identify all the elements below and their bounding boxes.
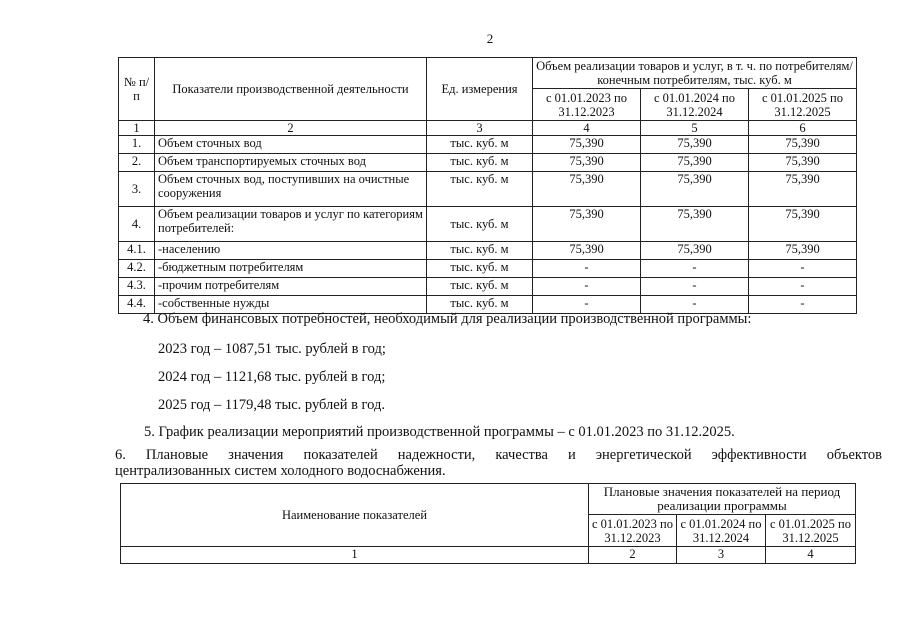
row-unit: тыс. куб. м bbox=[427, 242, 533, 260]
row-num: 4.1. bbox=[119, 242, 155, 260]
row-value: - bbox=[749, 260, 857, 278]
table-row bbox=[119, 154, 857, 172]
header-period: с 01.01.2025 по 31.12.2025 bbox=[749, 89, 857, 121]
row-value: 75,390 bbox=[641, 136, 749, 154]
planned-values-table bbox=[120, 483, 856, 564]
finance-line-2023: 2023 год – 1087,51 тыс. рублей в год; bbox=[158, 341, 386, 357]
row-value: 75,390 bbox=[641, 242, 749, 260]
section4-heading: 4. Объем финансовых потребностей, необходимый для реализации производственной программы: bbox=[143, 311, 752, 327]
section5-text: 5. График реализации мероприятий производственной программы – с 01.01.2023 по 31.12.2025. bbox=[144, 424, 735, 440]
header-period: с 01.01.2024 по 31.12.2024 bbox=[677, 515, 766, 547]
header-num: № п/п bbox=[119, 58, 155, 121]
row-value: 75,390 bbox=[749, 207, 857, 242]
row-value: 75,390 bbox=[749, 172, 857, 207]
row-num: 3. bbox=[119, 172, 155, 207]
page-number: 2 bbox=[486, 31, 494, 46]
table-row bbox=[119, 172, 857, 207]
row-value: 75,390 bbox=[749, 242, 857, 260]
col-number: 5 bbox=[641, 121, 749, 136]
row-num: 4.2. bbox=[119, 260, 155, 278]
row-num: 4. bbox=[119, 207, 155, 242]
row-value: - bbox=[749, 296, 857, 314]
col-number: 2 bbox=[589, 547, 677, 564]
row-value: 75,390 bbox=[533, 136, 641, 154]
col-number: 6 bbox=[749, 121, 857, 136]
row-num: 1. bbox=[119, 136, 155, 154]
row-unit: тыс. куб. м bbox=[427, 172, 533, 207]
header-indicator: Показатели производственной деятельности bbox=[155, 58, 427, 121]
row-value: - bbox=[749, 278, 857, 296]
header-period: с 01.01.2023 по 31.12.2023 bbox=[533, 89, 641, 121]
row-name: -населению bbox=[155, 242, 427, 260]
col-number: 3 bbox=[677, 547, 766, 564]
row-value: 75,390 bbox=[533, 242, 641, 260]
finance-line-2024: 2024 год – 1121,68 тыс. рублей в год; bbox=[158, 369, 386, 385]
row-value: - bbox=[533, 296, 641, 314]
row-value: - bbox=[533, 260, 641, 278]
section6-line1: 6. Плановые значения показателей надежности, качества и энергетической эффективности объектов bbox=[115, 447, 882, 463]
row-name: Объем транспортируемых сточных вод bbox=[155, 154, 427, 172]
col-number: 1 bbox=[119, 121, 155, 136]
col-number: 2 bbox=[155, 121, 427, 136]
row-value: 75,390 bbox=[641, 154, 749, 172]
row-value: - bbox=[641, 260, 749, 278]
header-period: с 01.01.2024 по 31.12.2024 bbox=[641, 89, 749, 121]
row-num: 4.4. bbox=[119, 296, 155, 314]
row-value: - bbox=[641, 278, 749, 296]
row-value: - bbox=[641, 296, 749, 314]
header-name: Наименование показателей bbox=[121, 484, 589, 547]
row-value: 75,390 bbox=[533, 154, 641, 172]
header-unit: Ед. измерения bbox=[427, 58, 533, 121]
row-num: 2. bbox=[119, 154, 155, 172]
row-value: 75,390 bbox=[533, 207, 641, 242]
row-unit: тыс. куб. м bbox=[427, 278, 533, 296]
row-name: -прочим потребителям bbox=[155, 278, 427, 296]
row-name: -собственные нужды bbox=[155, 296, 427, 314]
col-number: 3 bbox=[427, 121, 533, 136]
row-name: -бюджетным потребителям bbox=[155, 260, 427, 278]
row-value: 75,390 bbox=[533, 172, 641, 207]
col-number: 4 bbox=[533, 121, 641, 136]
table-row bbox=[119, 207, 857, 242]
col-number: 1 bbox=[121, 547, 589, 564]
row-unit: тыс. куб. м bbox=[427, 154, 533, 172]
row-name: Объем сточных вод bbox=[155, 136, 427, 154]
table-row bbox=[119, 260, 857, 278]
row-unit: тыс. куб. м bbox=[427, 136, 533, 154]
row-num: 4.3. bbox=[119, 278, 155, 296]
section6-line2: централизованных систем холодного водоснабжения. bbox=[115, 463, 446, 479]
table-row bbox=[119, 278, 857, 296]
row-name: Объем сточных вод, поступивших на очистные сооружения bbox=[155, 172, 427, 207]
row-value: 75,390 bbox=[641, 172, 749, 207]
header-period: с 01.01.2025 по 31.12.2025 bbox=[766, 515, 856, 547]
header-volume: Объем реализации товаров и услуг, в т. ч. по потребителям/ конечным потребителям, тыс. куб. м bbox=[533, 58, 857, 89]
header-period: с 01.01.2023 по 31.12.2023 bbox=[589, 515, 677, 547]
row-value: 75,390 bbox=[749, 154, 857, 172]
table-row bbox=[119, 242, 857, 260]
finance-line-2025: 2025 год – 1179,48 тыс. рублей в год. bbox=[158, 397, 385, 413]
col-number: 4 bbox=[766, 547, 856, 564]
row-value: 75,390 bbox=[641, 207, 749, 242]
row-unit: тыс. куб. м bbox=[427, 296, 533, 314]
table-row bbox=[119, 136, 857, 154]
production-indicators-table bbox=[118, 57, 857, 314]
row-unit: тыс. куб. м bbox=[427, 207, 533, 242]
row-name: Объем реализации товаров и услуг по категориям потребителей: bbox=[155, 207, 427, 242]
row-value: - bbox=[533, 278, 641, 296]
row-value: 75,390 bbox=[749, 136, 857, 154]
header-plan: Плановые значения показателей на период реализации программы bbox=[589, 484, 856, 515]
row-unit: тыс. куб. м bbox=[427, 260, 533, 278]
